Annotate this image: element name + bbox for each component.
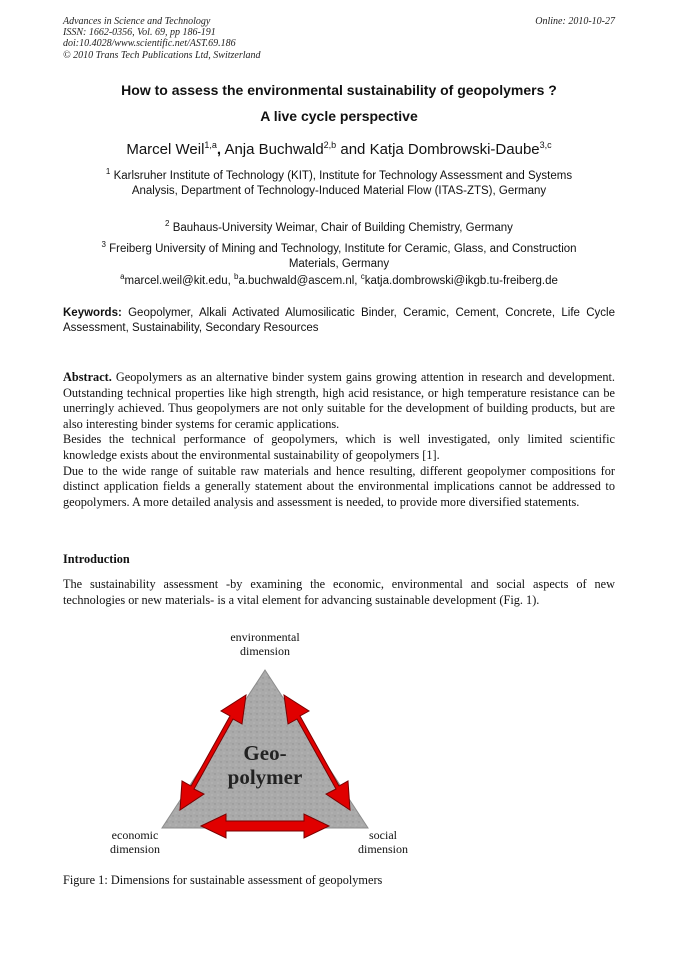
diagram-center-text-1: Geo- bbox=[243, 741, 287, 765]
diagram-center-text-2: polymer bbox=[227, 765, 303, 789]
figure-1 bbox=[100, 628, 430, 868]
author-name: Katja Dombrowski-Daube bbox=[369, 141, 540, 158]
keywords-text: Geopolymer, Alkali Activated Alumosilicatic Binder, Ceramic, Cement, Concrete, Life Cycle Assessment, Sustainability, Secondary Resources bbox=[63, 307, 615, 334]
figure-label-line: economic bbox=[111, 828, 159, 842]
author-affil-mark: 1,a bbox=[204, 140, 217, 150]
paper-title-line-2: A live cycle perspective bbox=[260, 108, 418, 124]
affiliation-1 bbox=[90, 164, 588, 199]
figure-caption: Figure 1: Dimensions for sustainable assessment of geopolymers bbox=[63, 873, 383, 887]
abstract-paragraph-2: Besides the technical performance of geopolymers, which is well investigated, only limited scientific knowledge exists about the environmental sustainability of geopolymers [1]. bbox=[63, 432, 615, 462]
introduction-text: The sustainability assessment -by examining the economic, environmental and social aspects of new technologies or new materials- is a vital element for advancing sustainable development (Fig. 1). bbox=[63, 577, 615, 607]
email-mark: c bbox=[360, 272, 365, 281]
affiliation-3 bbox=[90, 237, 588, 272]
figure-label-line: dimension bbox=[110, 842, 160, 856]
online-date: Online: 2010-10-27 bbox=[535, 16, 615, 27]
author-emails bbox=[63, 272, 615, 287]
email-link[interactable]: a.buchwald@ascem.nl, bbox=[238, 274, 358, 287]
issn-line: ISSN: 1662-0356, Vol. 69, pp 186-191 bbox=[63, 27, 216, 39]
affiliation-text: Karlsruher Institute of Technology (KIT), Institute for Technology Assessment and Systems Analysis, Department of Technology-Induced Material Flow (ITAS-ZTS), Germany bbox=[113, 169, 573, 197]
abstract-paragraph-3: Due to the wide range of suitable raw materials and hence resulting, different geopolymer compositions for distinct application fields a generally statement about the environmental implications cannot be addressed to geopolymers. A more detailed analysis and assessment is needed, to provide more diversified statements. bbox=[63, 463, 615, 509]
section-heading-introduction: Introduction bbox=[63, 552, 130, 566]
journal-name: Advances in Science and Technology bbox=[63, 16, 211, 27]
affiliation-2 bbox=[90, 216, 588, 236]
email-link[interactable]: marcel.weil@kit.edu, bbox=[124, 274, 231, 287]
abstract bbox=[63, 370, 615, 510]
abstract-text: Geopolymers as an alternative binder system gains growing attention in research and development. Outstanding technical properties like high strength, high acid resistance, or high temperature resistance can be unerringly achieved. Thus geopolymers are not only suitable for the development of building products, but are also interesting binder systems for ceramic applications. bbox=[63, 370, 615, 431]
author-list: Marcel Weil$^{1,a}$, Anja Buchwald$^{2,b}$ and Katja Dombrowski-Daube$^{3,c}$ bbox=[126, 140, 552, 158]
copyright-line: © 2010 Trans Tech Publications Ltd, Switzerland bbox=[63, 49, 261, 61]
author-name: Anja Buchwald bbox=[224, 141, 324, 158]
doi-line: doi:10.4028/www.scientific.net/AST.69.186 bbox=[63, 38, 236, 50]
affiliation-text: Bauhaus-University Weimar, Chair of Building Chemistry, Germany bbox=[172, 221, 513, 234]
affiliation-number: 1 bbox=[105, 167, 111, 176]
figure-label-line: dimension bbox=[358, 842, 408, 856]
email-link[interactable]: katja.dombrowski@ikgb.tu-freiberg.de bbox=[364, 274, 558, 287]
author-affil-mark: 2,b bbox=[323, 140, 337, 150]
abstract-paragraph-1 bbox=[63, 370, 615, 432]
keywords-label: Keywords: bbox=[63, 307, 122, 319]
email-mark: b bbox=[233, 272, 239, 281]
keywords bbox=[63, 306, 615, 336]
figure-label-line: social bbox=[369, 828, 397, 842]
running-header bbox=[63, 16, 615, 61]
abstract-label: Abstract. bbox=[63, 370, 112, 384]
affiliation-number: 2 bbox=[165, 219, 170, 228]
paper-title-line-1: How to assess the environmental sustainability of geopolymers ? bbox=[121, 82, 557, 98]
author-conjunction: and bbox=[340, 141, 366, 158]
author-affil-mark: 3,c bbox=[539, 140, 552, 150]
affiliation-number: 3 bbox=[101, 240, 106, 249]
affiliation-text: Freiberg University of Mining and Technology, Institute for Ceramic, Glass, and Construction Materials, Germany bbox=[109, 242, 577, 270]
figure-label-line: environmental bbox=[230, 630, 300, 644]
email-mark: a bbox=[120, 272, 125, 281]
sustainability-triangle-diagram bbox=[100, 628, 430, 868]
figure-label-line: dimension bbox=[240, 644, 290, 658]
author-name: Marcel Weil bbox=[126, 141, 205, 158]
